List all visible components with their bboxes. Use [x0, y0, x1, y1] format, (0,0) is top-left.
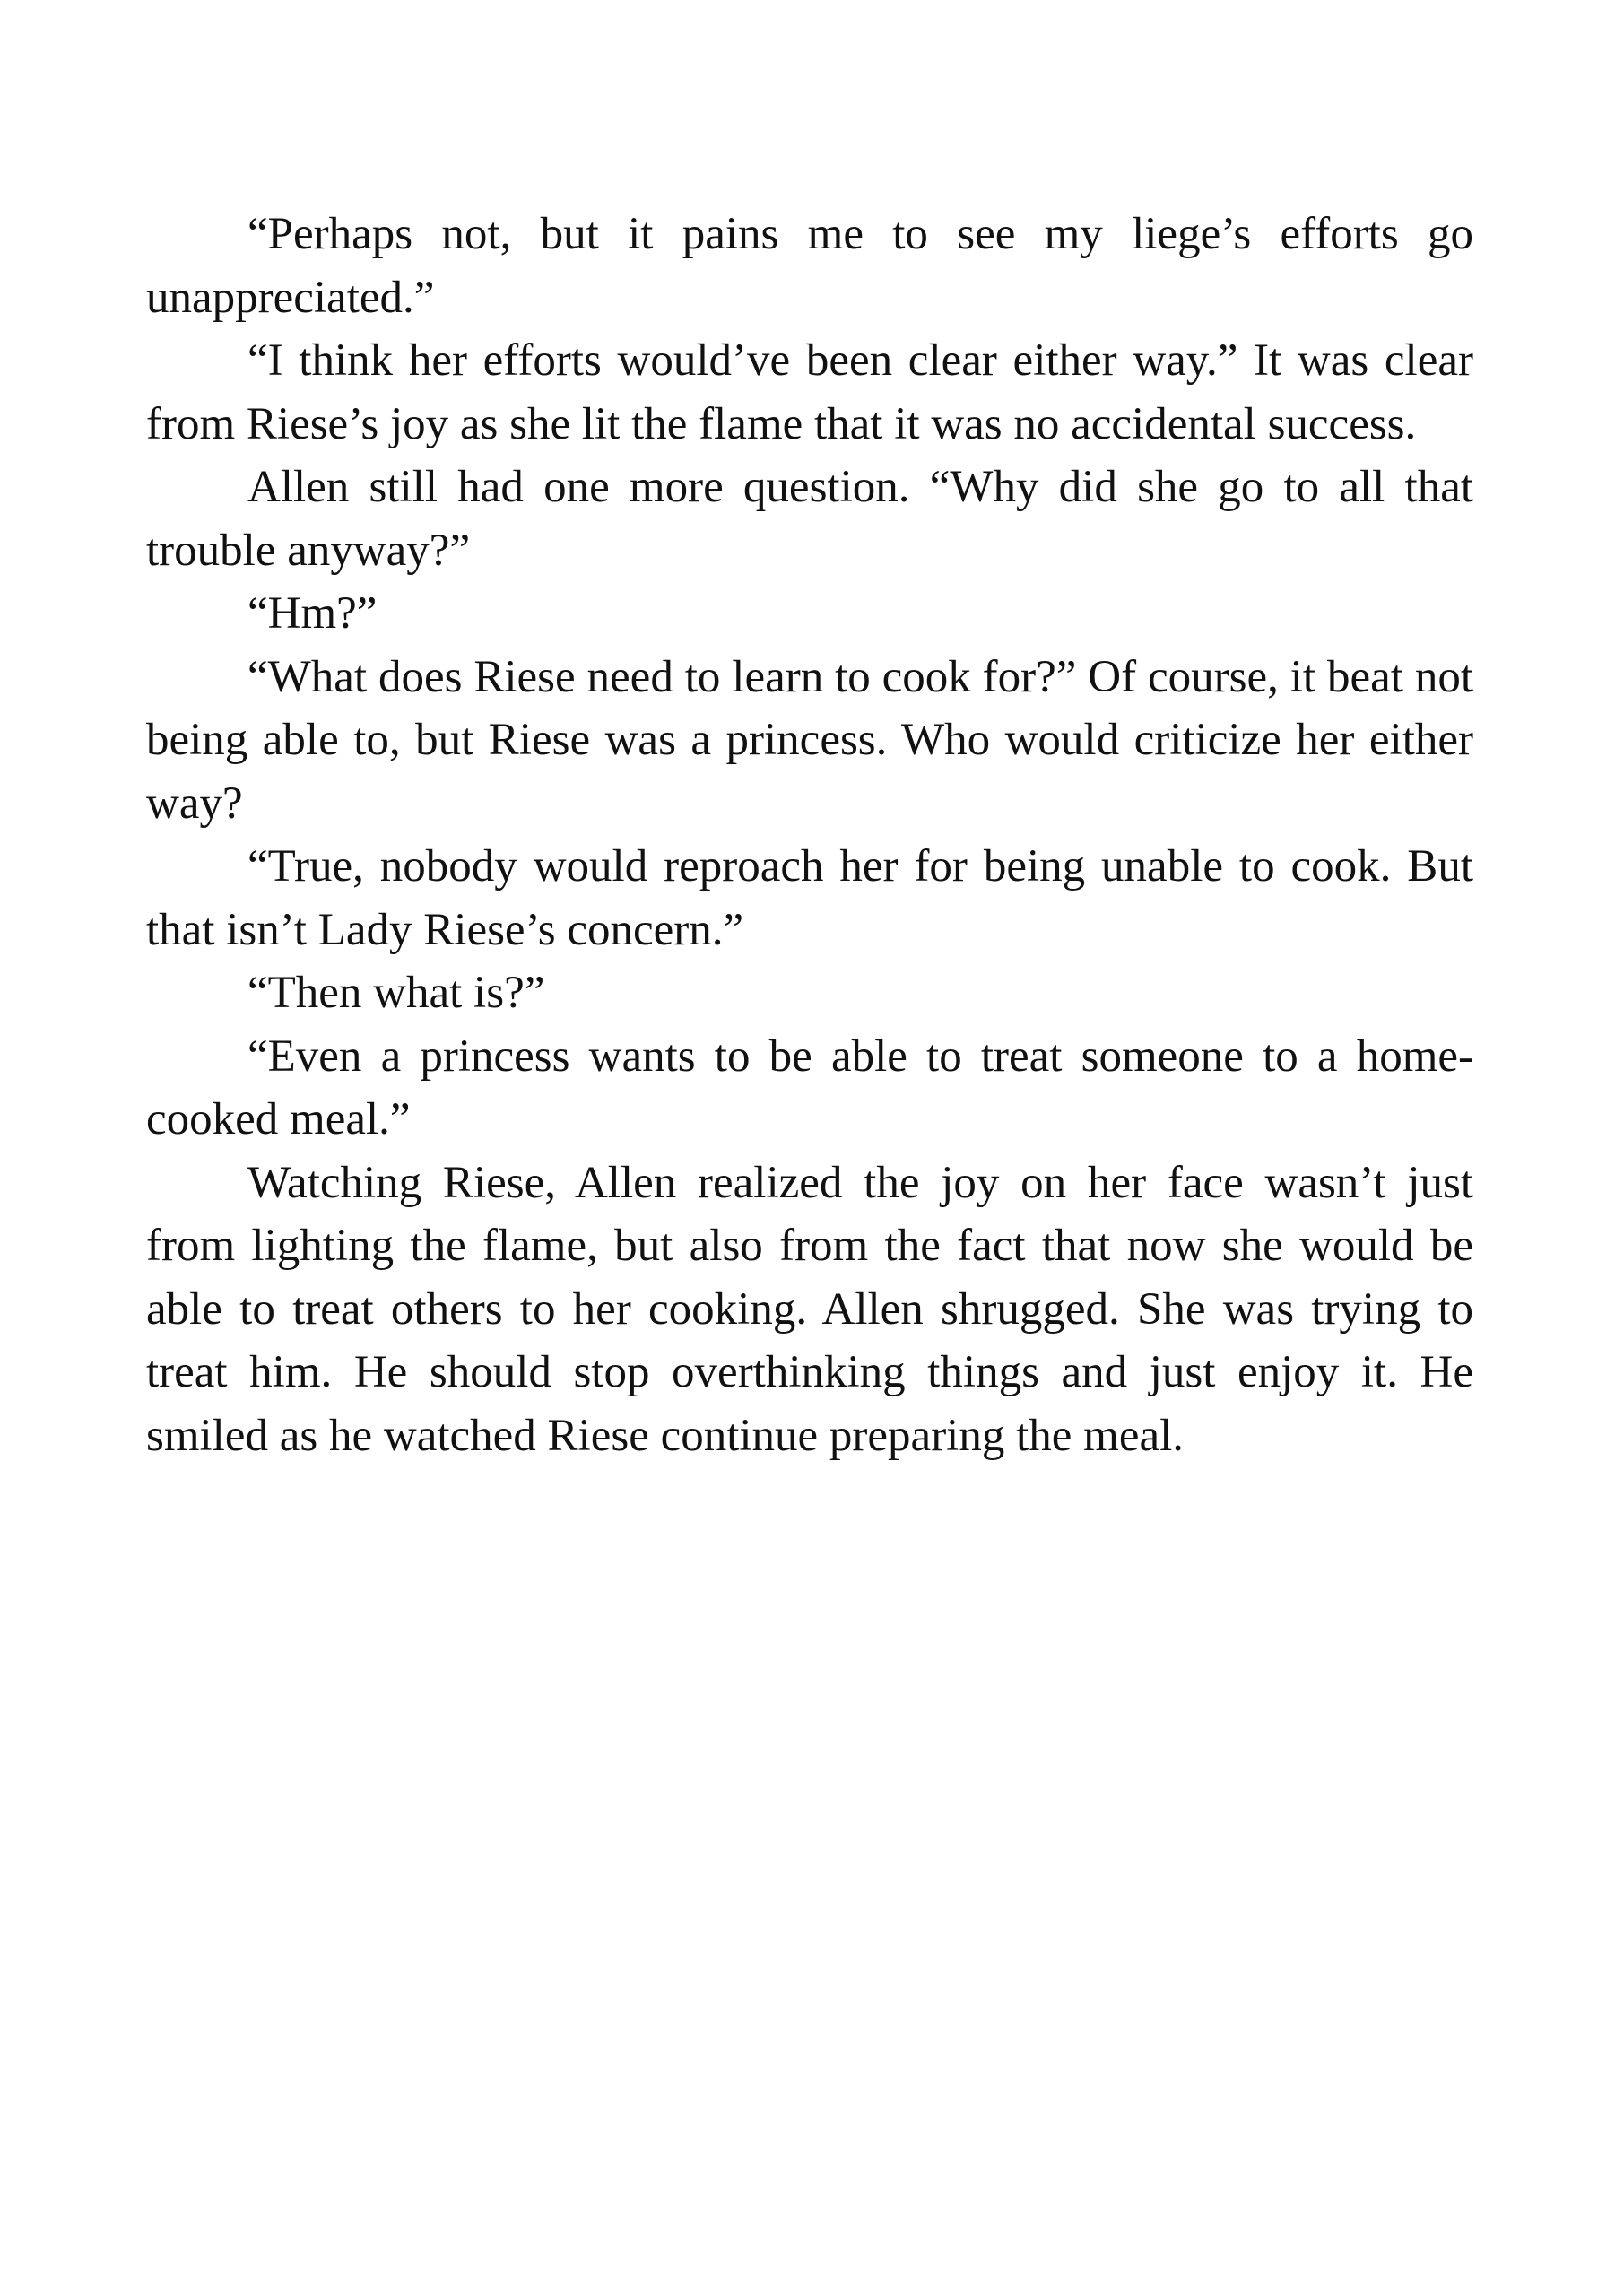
- page-body: [146, 203, 1473, 1467]
- paragraph: Allen still had one more question. “Why did she go to all that trouble anyway?”: [146, 462, 1473, 576]
- paragraph: “What does Riese need to learn to cook for?” Of course, it beat not being able to, but Riese was a princess. Who would criticize her either way?: [146, 651, 1473, 829]
- paragraph: “Then what is?”: [247, 968, 545, 1018]
- paragraph: “Hm?”: [247, 588, 378, 639]
- paragraph: “True, nobody would reproach her for being unable to cook. But that isn’t Lady Riese’s concern.”: [146, 841, 1473, 955]
- paragraph: Watching Riese, Allen realized the joy on her face wasn’t just from lighting the flame, but also from the fact that now she would be able to treat others to her cooking. Allen shrugged. She was trying to treat him. He should stop overthinking things and just enjoy it. He smiled as he watched Riese continue preparing the meal.: [146, 1157, 1473, 1461]
- paragraph: “Perhaps not, but it pains me to see my liege’s efforts go unappreciated.”: [146, 209, 1473, 323]
- paragraph: “I think her efforts would’ve been clear either way.” It was clear from Riese’s joy as she lit the flame that it was no accidental success.: [146, 335, 1473, 449]
- paragraph: “Even a princess wants to be able to treat someone to a home-cooked meal.”: [146, 1031, 1473, 1144]
